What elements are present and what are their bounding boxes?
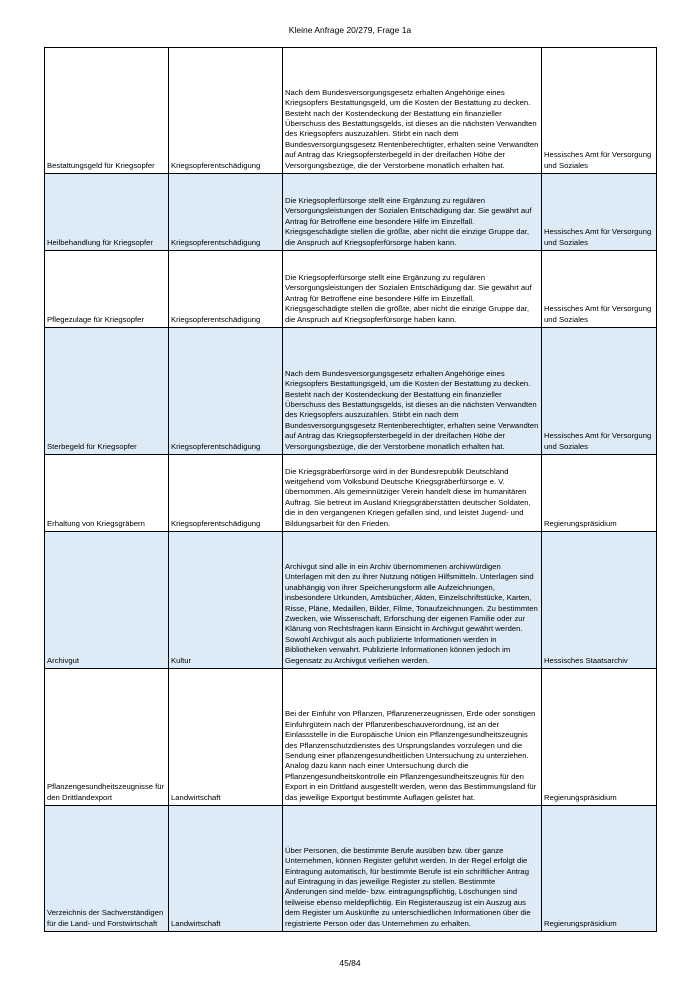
service-name: Archivgut — [45, 532, 169, 669]
service-description: Die Kriegsopferfürsorge stellt eine Ergänzung zu regulären Versorgungsleistungen der Sozialen Entschädigung dar. Sie gewährt auf Antrag für Betroffene eine besondere Hilfe im Einzelfall. Kriegsgeschädigte stellen die größte, aber nicht die einzige Gruppe dar, die Anspruch auf Kriegsopferfürsorge haben kann. — [283, 174, 542, 251]
service-authority: Regierungspräsidium — [542, 455, 657, 532]
service-name: Sterbegeld für Kriegsopfer — [45, 328, 169, 455]
services-table — [44, 47, 657, 932]
service-category: Kriegsopferentschädigung — [169, 48, 283, 174]
table-row — [45, 174, 657, 251]
service-description: Die Kriegsopferfürsorge stellt eine Ergänzung zu regulären Versorgungsleistungen der Sozialen Entschädigung dar. Sie gewährt auf Antrag für Betroffene eine besondere Hilfe im Einzelfall. Kriegsgeschädigte stellen die größte, aber nicht die einzige Gruppe dar, die Anspruch auf Kriegsopferfürsorge haben kann. — [283, 251, 542, 328]
page-header: Kleine Anfrage 20/279, Frage 1a — [288, 25, 412, 35]
service-description: Über Personen, die bestimmte Berufe ausüben bzw. über ganze Unternehmen, können Register geführt werden. In der Regel erfolgt die Eintragung automatisch, für bestimmte Berufe ist ein schriftlicher Antrag auf Eintragung in das jeweilige Register zu stellen. Bestimmte Änderungen sind melde- bzw. eintragungspflichtig, Löschungen sind teilweise ebenso meldepflichtig. Ein Registerauszug ist ein Auszug aus dem Register um Auskünfte zu unterschiedlichen Informationen über die registrierte Person oder das Unternehmen zu erhalten. — [283, 806, 542, 932]
service-name: Heilbehandlung für Kriegsopfer — [45, 174, 169, 251]
service-authority: Hessisches Staatsarchiv — [542, 532, 657, 669]
service-description: Nach dem Bundesversorgungsgesetz erhalten Angehörige eines Kriegsopfers Bestattungsgeld, um die Kosten der Bestattung zu decken. Besteht nach der Kostendeckung der Bestattung ein finanzieller Überschuss des Bestattungsgelds, ist dieses an die nächsten Verwandten des Kriegsopfers auszuzahlen. Stirbt ein nach dem Bundesversorgungsgesetz Rentenberechtigter, erhalten seine Verwandten auf Antrag das Kriegsopfersterbegeld in der dreifachen Höhe der Versorgungsbezüge, die der Verstorbene monatlich erhalten hat. — [283, 328, 542, 455]
service-description: Nach dem Bundesversorgungsgesetz erhalten Angehörige eines Kriegsopfers Bestattungsgeld, um die Kosten der Bestattung zu decken. Besteht nach der Kostendeckung der Bestattung ein finanzieller Überschuss des Bestattungsgelds, ist dieses an die nächsten Verwandten des Kriegsopfers auszuzahlen. Stirbt ein nach dem Bundesversorgungsgesetz Rentenberechtigter, erhalten seine Verwandten auf Antrag das Kriegsopfersterbegeld in der dreifachen Höhe der Versorgungsbezüge, die der Verstorbene monatlich erhalten hat. — [283, 48, 542, 174]
service-authority: Hessisches Amt für Versorgung und Soziales — [542, 328, 657, 455]
table-row — [45, 48, 657, 174]
service-description: Die Kriegsgräberfürsorge wird in der Bundesrepublik Deutschland weitgehend vom Volksbund Deutsche Kriegsgräberfürsorge e. V. übernommen. Als gemeinnütziger Verein handelt diese im humanitären Auftrag. Sie betreut im Ausland Kriegsgräberstätten deutscher Soldaten, die in den vergangenen Kriegen gefallen sind, und leistet Jugend- und Bildungsarbeit für den Frieden. — [283, 455, 542, 532]
service-category: Kriegsopferentschädigung — [169, 174, 283, 251]
service-name: Verzeichnis der Sachverständigen für die Land- und Forstwirtschaft — [45, 806, 169, 932]
service-authority: Hessisches Amt für Versorgung und Soziales — [542, 251, 657, 328]
service-name: Pflegezulage für Kriegsopfer — [45, 251, 169, 328]
service-category: Landwirtschaft — [169, 669, 283, 806]
service-name: Pflanzengesundheitszeugnisse für den Drittlandexport — [45, 669, 169, 806]
service-name: Erhaltung von Kriegsgräbern — [45, 455, 169, 532]
service-authority: Regierungspräsidium — [542, 806, 657, 932]
service-category: Kriegsopferentschädigung — [169, 328, 283, 455]
service-description: Bei der Einfuhr von Pflanzen, Pflanzenerzeugnissen, Erde oder sonstigen Einfuhrgütern nach der Pflanzenbeschauverordnung, ist an der Einlassstelle in die Europäische Union ein Pflanzengesundheitszeugnis des Pflanzenschutzdienstes des Ursprungslandes vorzulegen und die Sendung einer pflanzengesundheitlichen Untersuchung zu unterziehen. Analog dazu kann nach einer Untersuchung durch die Pflanzengesundheitskontrolle ein Pflanzengesundheitszeugnis für den Export in ein Drittland ausgestellt werden, wenn das Bestimmungsland für das jeweilige Exportgut bestimmte Auflagen gelistet hat. — [283, 669, 542, 806]
service-authority: Hessisches Amt für Versorgung und Soziales — [542, 48, 657, 174]
page-number: 45/84 — [339, 958, 361, 968]
service-authority: Regierungspräsidium — [542, 669, 657, 806]
service-authority: Hessisches Amt für Versorgung und Soziales — [542, 174, 657, 251]
table-row — [45, 328, 657, 455]
table-row — [45, 532, 657, 669]
service-category: Kriegsopferentschädigung — [169, 455, 283, 532]
service-category: Kultur — [169, 532, 283, 669]
service-name: Bestattungsgeld für Kriegsopfer — [45, 48, 169, 174]
service-description: Archivgut sind alle in ein Archiv übernommenen archivwürdigen Unterlagen mit den zu ihrer Nutzung nötigen Hilfsmitteln. Unterlagen sind unabhängig von ihrer Speicherungsform alle Aufzeichnungen, insbesondere Urkunden, Amtsbücher, Akten, Einzelschriftstücke, Karten, Risse, Pläne, Medaillen, Bilder, Filme, Tonaufzeichnungen. Zu bestimmten Zwecken, wie Wissenschaft, Erforschung der eigenen Familie oder zur Klärung von Rechtsfragen kann Einsicht in Archivgut gewährt werden. Sowohl Archivgut als auch publizierte Informationen werden in Bibliotheken verwahrt. Publizierte Informationen können jedoch im Gegensatz zu Archivgut verliehen werden. — [283, 532, 542, 669]
service-category: Landwirtschaft — [169, 806, 283, 932]
table-row — [45, 455, 657, 532]
service-category: Kriegsopferentschädigung — [169, 251, 283, 328]
table-row — [45, 251, 657, 328]
table-row — [45, 669, 657, 806]
table-row — [45, 806, 657, 932]
